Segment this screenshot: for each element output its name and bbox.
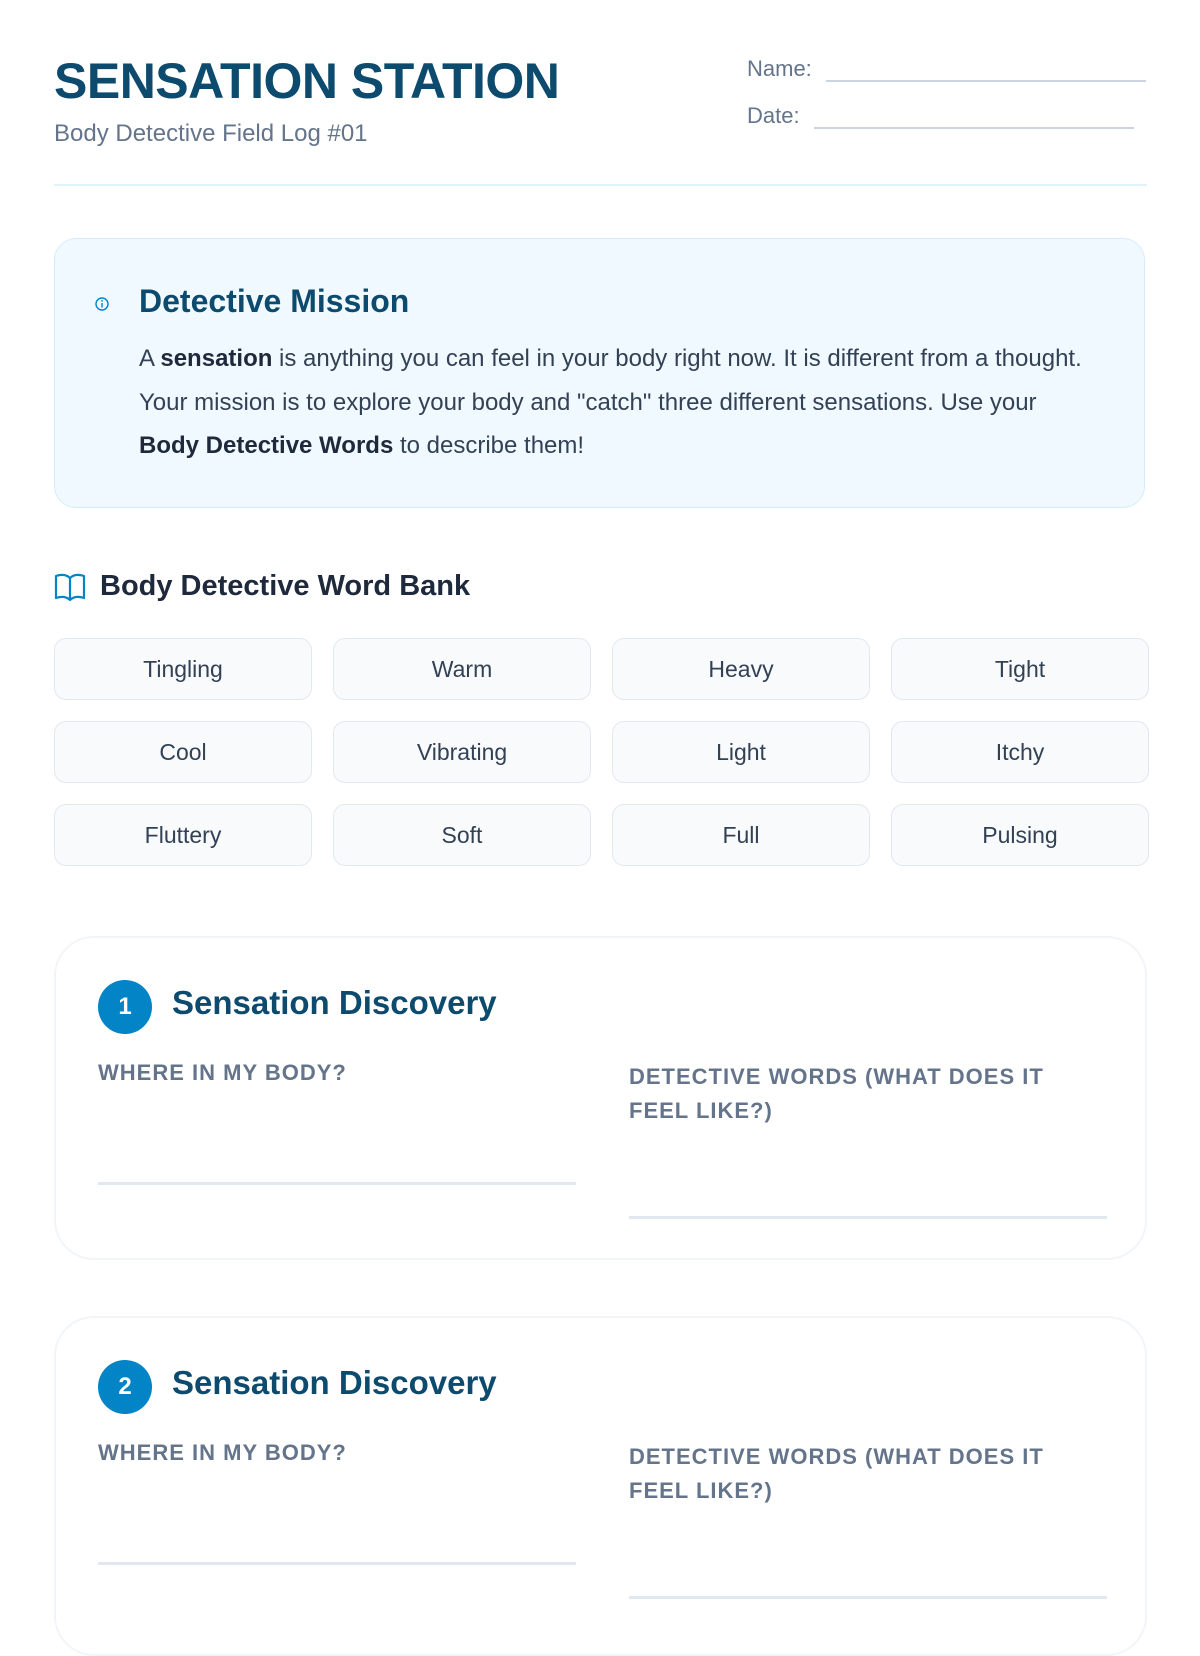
word-chip: Warm — [333, 638, 591, 700]
discovery-number-badge: 2 — [98, 1360, 152, 1414]
word-bank-header — [54, 570, 470, 603]
discovery-title: Sensation Discovery — [172, 984, 497, 1021]
word-chip: Cool — [54, 721, 312, 783]
word-chip: Vibrating — [333, 721, 591, 783]
detective-words-term: Body Detective Words — [139, 432, 394, 459]
sensation-term: sensation — [160, 345, 273, 372]
name-label: Name: — [747, 56, 812, 81]
word-chip: Fluttery — [54, 804, 312, 866]
word-chip: Heavy — [612, 638, 870, 700]
date-line[interactable] — [814, 107, 1134, 129]
detective-words-label: DETECTIVE WORDS (WHAT DOES IT FEEL LIKE?) — [629, 1444, 1044, 1503]
mission-title: Detective Mission — [139, 283, 410, 319]
word-chip: Full — [612, 804, 870, 866]
name-field[interactable] — [747, 56, 1146, 82]
page-header — [54, 0, 1147, 186]
date-field[interactable] — [747, 103, 1134, 129]
discovery-number-badge: 1 — [98, 980, 152, 1034]
info-icon — [95, 297, 109, 311]
sensation-discovery-card — [54, 1316, 1147, 1656]
detective-words-answer-line[interactable] — [629, 1216, 1107, 1219]
name-line[interactable] — [826, 60, 1146, 82]
date-label: Date: — [747, 103, 800, 128]
word-bank-grid — [54, 638, 1147, 866]
where-label: WHERE IN MY BODY? — [98, 1060, 347, 1085]
open-book-icon — [54, 572, 86, 602]
word-chip: Itchy — [891, 721, 1149, 783]
detective-words-answer-line[interactable] — [629, 1596, 1107, 1599]
where-answer-line[interactable] — [98, 1182, 576, 1185]
word-chip: Tight — [891, 638, 1149, 700]
word-chip: Pulsing — [891, 804, 1149, 866]
mission-box — [54, 238, 1145, 508]
detective-words-label: DETECTIVE WORDS (WHAT DOES IT FEEL LIKE?) — [629, 1064, 1044, 1123]
page-subtitle: Body Detective Field Log #01 — [54, 120, 368, 147]
discovery-title: Sensation Discovery — [172, 1364, 497, 1401]
worksheet-page — [54, 0, 1147, 1503]
word-chip: Soft — [333, 804, 591, 866]
word-chip: Light — [612, 721, 870, 783]
sensation-discovery-card — [54, 936, 1147, 1260]
mission-text: A sensation is anything you can feel in your body right now. It is different from a thought. Your mission is to explore your body and "catch" three different sensations. Use your Body Detective Words to describe them! — [139, 345, 1082, 459]
where-answer-line[interactable] — [98, 1562, 576, 1565]
word-chip: Tingling — [54, 638, 312, 700]
page-title: SENSATION STATION — [54, 53, 560, 109]
where-label: WHERE IN MY BODY? — [98, 1440, 347, 1465]
word-bank-title: Body Detective Word Bank — [100, 570, 471, 602]
